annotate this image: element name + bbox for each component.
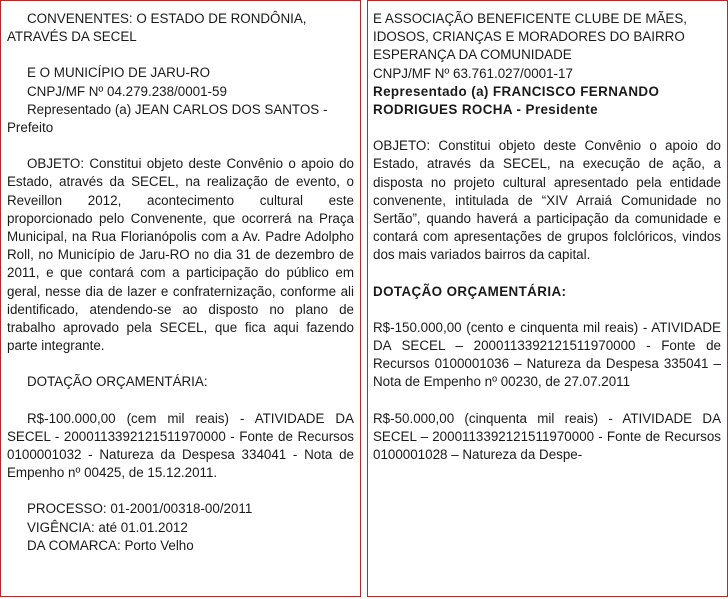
left-column (0, 0, 361, 597)
processo-line: PROCESSO: 01-2001/00318-00/2011 (27, 501, 253, 517)
objeto-paragraph: OBJETO: Constitui objeto deste Convênio o apoio do Estado, através da SECEL, na realização de evento, o Reveillon 2012, acontecimento cultural este proporcionado pelo Convenente, que ocorrerá na Praça Municipal, na Rua Florianópolis com a Av. Padre Adolpho Roll, no Município de Jaru-RO no dia 31 de dezembro de 2011, e que contará com a participação do público em geral, nesse dia de lazer e confraternização, conforme ali identificado, atendendo-se ao disposto no plano de trabalho aprovado pela SECEL, que fica aqui fazendo parte integrante. (7, 156, 354, 354)
associacao-heading: E ASSOCIAÇÃO BENEFICENTE CLUBE DE MÃES, IDOSOS, CRIANÇAS E MORADORES DO BAIRRO ESPERANÇA DA COMUNIDADE (373, 11, 688, 63)
municipio-representative: Representado (a) JEAN CARLOS DOS SANTOS - Prefeito (7, 101, 328, 136)
associacao-cnpj: CNPJ/MF Nº 63.761.027/0001-17 (373, 65, 573, 81)
comarca-line: DA COMARCA: Porto Velho (27, 537, 194, 553)
right-column (367, 0, 728, 597)
associacao-representative: Representado (a) FRANCISCO FERNANDO RODRIGUES ROCHA - Presidente (373, 83, 660, 118)
objeto-paragraph-right: OBJETO: Constitui objeto deste Convênio o apoio do Estado, através da SECEL, na execução de ação, a disposta no projeto cultural apresentado pela entidade convenente, intitulada de “XIV Arraiá Comunidade no Sertão”, quando haverá a participação da comunidade e contará com apresentações de grupos folclóricos, vindos dos mais variados bairros da capital. (373, 138, 721, 263)
dotacao-paragraph: R$-100.000,00 (cem mil reais) - ATIVIDADE DA SECEL - 20001133921215119700​00 - Fonte de Recursos 0100001032 - Natureza da Despesa 334041 - Nota de Empenho nº 00425, de 15.12.2011. (7, 410, 354, 481)
dotacao-heading: DOTAÇÃO ORÇAMENTÁRIA: (27, 374, 208, 390)
municipio-cnpj: CNPJ/MF Nº 04.279.238/0001-59 (27, 83, 227, 99)
municipio-line: E O MUNICÍPIO DE JARU-RO (27, 65, 211, 81)
dotacao-paragraph-2: R$-50.000,00 (cinquenta mil reais) - ATIVIDADE DA SECEL – 20001133921215119700​00 - Fonte de Recursos 0100001028 – Natureza da Despe- (373, 410, 721, 463)
dotacao-heading-right: DOTAÇÃO ORÇAMENTÁRIA: (373, 283, 567, 299)
vigencia-line: VIGÊNCIA: até 01.01.2012 (27, 519, 188, 535)
dotacao-paragraph-1: R$-150.000,00 (cento e cinquenta mil reais) - ATIVIDADE DA SECEL – 20001133921215119700​00 - Fonte de Recursos 0100001036 – Natureza da Despesa 335041 – Nota de Empenho nº 00230, de 27.07.2011 (373, 319, 721, 390)
convenentes-heading: CONVENENTES: O ESTADO DE RONDÔNIA, ATRAVÉS DA SECEL (7, 11, 307, 45)
